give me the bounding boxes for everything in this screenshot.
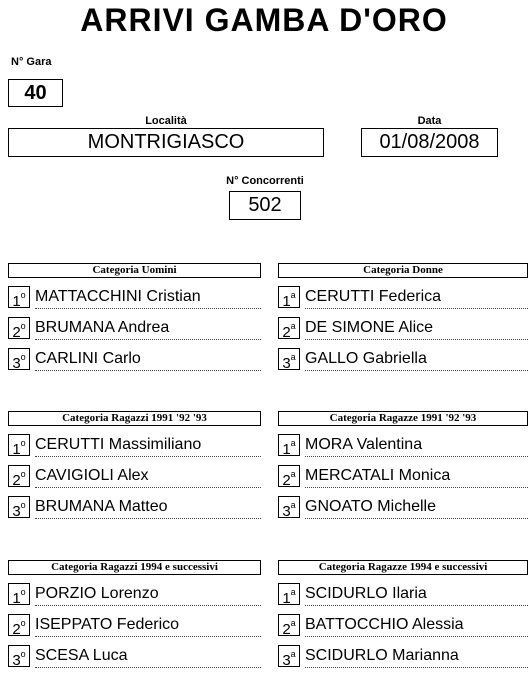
position-number: 3 bbox=[12, 652, 21, 669]
athlete-name: MATTACCHINI Cristian bbox=[35, 287, 261, 309]
athlete-name: MERCATALI Monica bbox=[305, 466, 528, 488]
position-number: 1 bbox=[282, 590, 291, 607]
position-ordinal: o bbox=[20, 587, 26, 597]
position-badge bbox=[278, 434, 300, 456]
category-title: Categoria Uomini bbox=[8, 263, 261, 278]
position-badge bbox=[8, 583, 30, 605]
position-ordinal: a bbox=[290, 618, 296, 628]
position-badge bbox=[8, 434, 30, 456]
athlete-name: SCIDURLO Ilaria bbox=[305, 584, 528, 606]
position-badge bbox=[278, 645, 300, 667]
athlete-name: CERUTTI Federica bbox=[305, 287, 528, 309]
data-value: 01/08/2008 bbox=[379, 131, 480, 153]
athlete-name: CERUTTI Massimiliano bbox=[35, 435, 261, 457]
page-title: ARRIVI GAMBA D'ORO bbox=[80, 2, 448, 38]
data-label: Data bbox=[417, 115, 442, 127]
category-title: Categoria Ragazzi 1994 e successivi bbox=[8, 560, 261, 575]
ranking-row bbox=[278, 434, 528, 456]
category-title: Categoria Ragazze 1994 e successivi bbox=[278, 560, 528, 575]
ranking-row bbox=[8, 645, 261, 667]
position-ordinal: o bbox=[20, 618, 26, 628]
category-block bbox=[278, 560, 528, 669]
localita-label: Località bbox=[145, 115, 187, 127]
position-badge bbox=[8, 645, 30, 667]
position-badge bbox=[278, 317, 300, 339]
athlete-name: BATTOCCHIO Alessia bbox=[305, 615, 528, 637]
position-ordinal: a bbox=[290, 500, 296, 510]
category-block bbox=[278, 411, 528, 520]
position-badge bbox=[8, 465, 30, 487]
athlete-name: CARLINI Carlo bbox=[35, 349, 261, 371]
position-number: 1 bbox=[282, 441, 291, 458]
athlete-name: BRUMANA Matteo bbox=[35, 497, 261, 519]
category-title: Categoria Ragazzi 1991 '92 '93 bbox=[8, 411, 261, 426]
ranking-row bbox=[278, 348, 528, 370]
position-badge bbox=[278, 465, 300, 487]
localita-value: MONTRIGIASCO bbox=[87, 131, 245, 153]
category-block bbox=[8, 263, 261, 372]
ranking-row bbox=[8, 434, 261, 456]
ranking-row bbox=[278, 465, 528, 487]
position-badge bbox=[278, 614, 300, 636]
ranking-row bbox=[278, 645, 528, 667]
position-badge bbox=[8, 496, 30, 518]
data-field bbox=[361, 128, 498, 157]
athlete-name: DE SIMONE Alice bbox=[305, 318, 528, 340]
category-block bbox=[8, 560, 261, 669]
ranking-row bbox=[8, 614, 261, 636]
position-number: 3 bbox=[282, 652, 291, 669]
athlete-name: ISEPPATO Federico bbox=[35, 615, 261, 637]
position-number: 3 bbox=[282, 355, 291, 372]
position-number: 1 bbox=[282, 293, 291, 310]
position-ordinal: o bbox=[20, 321, 26, 331]
ranking-row bbox=[278, 286, 528, 308]
category-title: Categoria Ragazze 1991 '92 '93 bbox=[278, 411, 528, 426]
ranking-row bbox=[278, 614, 528, 636]
position-ordinal: o bbox=[20, 438, 26, 448]
athlete-name: SCESA Luca bbox=[35, 646, 261, 668]
ranking-row bbox=[8, 286, 261, 308]
gara-value: 40 bbox=[24, 81, 47, 104]
position-ordinal: o bbox=[20, 649, 26, 659]
position-ordinal: o bbox=[20, 500, 26, 510]
concorrenti-field bbox=[229, 191, 301, 220]
localita-field bbox=[8, 128, 324, 157]
gara-label: N° Gara bbox=[11, 56, 52, 68]
gara-field bbox=[8, 79, 63, 107]
position-ordinal: a bbox=[290, 469, 296, 479]
ranking-row bbox=[278, 496, 528, 518]
athlete-name: BRUMANA Andrea bbox=[35, 318, 261, 340]
position-ordinal: a bbox=[290, 438, 296, 448]
position-badge bbox=[278, 583, 300, 605]
position-number: 2 bbox=[12, 472, 21, 489]
category-block bbox=[278, 263, 528, 372]
position-ordinal: a bbox=[290, 649, 296, 659]
category-title: Categoria Donne bbox=[278, 263, 528, 278]
concorrenti-value: 502 bbox=[248, 194, 282, 216]
ranking-row bbox=[8, 496, 261, 518]
position-number: 3 bbox=[12, 503, 21, 520]
position-ordinal: o bbox=[20, 469, 26, 479]
ranking-row bbox=[8, 317, 261, 339]
athlete-name: GNOATO Michelle bbox=[305, 497, 528, 519]
position-number: 1 bbox=[12, 590, 21, 607]
position-number: 2 bbox=[282, 472, 291, 489]
athlete-name: PORZIO Lorenzo bbox=[35, 584, 261, 606]
position-number: 3 bbox=[12, 355, 21, 372]
position-number: 3 bbox=[282, 503, 291, 520]
ranking-row bbox=[8, 348, 261, 370]
athlete-name: GALLO Gabriella bbox=[305, 349, 528, 371]
position-badge bbox=[8, 348, 30, 370]
position-badge bbox=[278, 286, 300, 308]
position-number: 1 bbox=[12, 441, 21, 458]
athlete-name: SCIDURLO Marianna bbox=[305, 646, 528, 668]
position-number: 2 bbox=[282, 621, 291, 638]
athlete-name: MORA Valentina bbox=[305, 435, 528, 457]
ranking-row bbox=[278, 317, 528, 339]
position-ordinal: a bbox=[290, 321, 296, 331]
position-badge bbox=[278, 496, 300, 518]
ranking-row bbox=[8, 583, 261, 605]
position-ordinal: a bbox=[290, 290, 296, 300]
ranking-row bbox=[8, 465, 261, 487]
position-ordinal: o bbox=[20, 352, 26, 362]
position-ordinal: o bbox=[20, 290, 26, 300]
category-block bbox=[8, 411, 261, 520]
position-number: 2 bbox=[12, 621, 21, 638]
ranking-row bbox=[278, 583, 528, 605]
position-ordinal: a bbox=[290, 352, 296, 362]
position-badge bbox=[8, 614, 30, 636]
concorrenti-label: N° Concorrenti bbox=[226, 175, 304, 187]
position-ordinal: a bbox=[290, 587, 296, 597]
position-number: 2 bbox=[12, 324, 21, 341]
position-number: 2 bbox=[282, 324, 291, 341]
position-badge bbox=[278, 348, 300, 370]
position-badge bbox=[8, 286, 30, 308]
position-badge bbox=[8, 317, 30, 339]
athlete-name: CAVIGIOLI Alex bbox=[35, 466, 261, 488]
position-number: 1 bbox=[12, 293, 21, 310]
